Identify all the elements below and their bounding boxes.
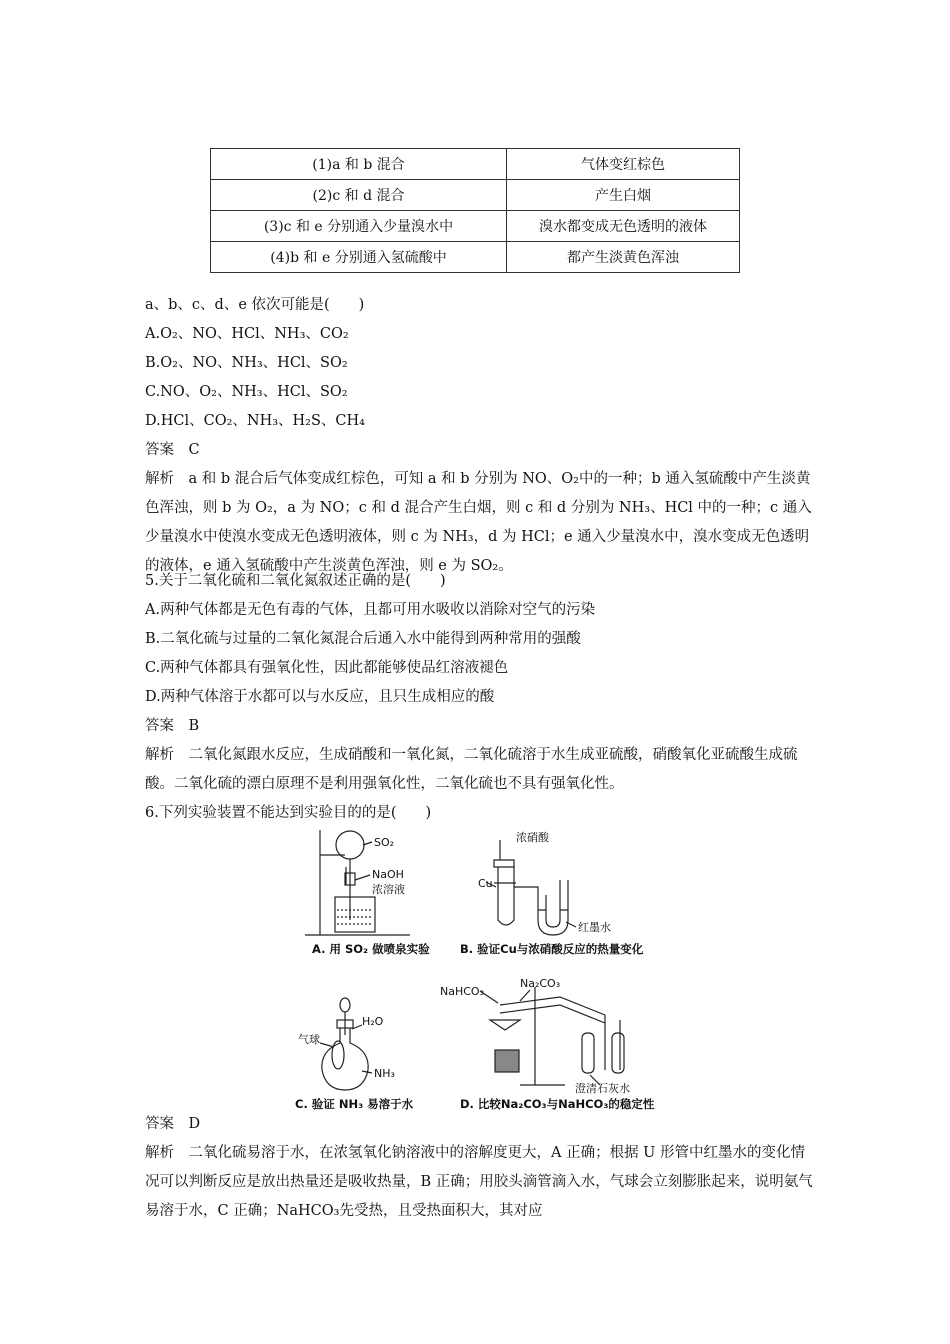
figure-a-fountain [300,825,470,960]
label-water: H₂O [362,1015,384,1028]
figure-d-caption: D. 比较Na₂CO₃与NaHCO₃的稳定性 [460,1097,655,1111]
label-balloon: 气球 [298,1033,320,1046]
figure-b-caption: B. 验证Cu与浓硝酸反应的热量变化 [460,942,644,956]
table-row [211,242,740,273]
label-nitric-acid: 浓硝酸 [516,831,549,844]
table-cell: (1)a 和 b 混合 [211,149,507,180]
label-ammonia: NH₃ [374,1067,395,1080]
option-b: B.O₂、NO、NH₃、HCl、SO₂ [145,355,348,371]
label-cu: Cu [478,877,493,890]
observation-table [210,148,740,273]
option-d: D.两种气体溶于水都可以与水反应，且只生成相应的酸 [145,689,495,705]
label-red-ink: 红墨水 [578,921,611,934]
question-stem: a、b、c、d、e 依次可能是( ) [145,297,365,313]
answer: 答案 B [145,718,200,734]
table-cell: 气体变红棕色 [507,149,740,180]
table-row [211,180,740,211]
label-sodium-bicarbonate: NaHCO₃ [440,985,484,998]
option-a: A.O₂、NO、HCl、NH₃、CO₂ [145,326,349,342]
figure-b-u-tube [458,825,673,960]
figure-a-caption: A. 用 SO₂ 做喷泉实验 [312,942,430,956]
question-6-answer-block [145,1110,813,1226]
analysis: 解析 二氧化氮跟水反应，生成硝酸和一氧化氮，二氧化硫溶于水生成亚硫酸，硝酸氧化亚硫酸生成硫酸。二氧化硫的漂白原理不是利用强氧化性，二氧化硫也不具有强氧化性。 [145,747,798,792]
table-row [211,149,740,180]
question-stem: 6.下列实验装置不能达到实验目的的是( ) [145,805,432,821]
label-naoh: NaOH [372,868,404,881]
answer: 答案 D [145,1116,201,1132]
table-cell: (4)b 和 e 分别通入氢硫酸中 [211,242,507,273]
table-cell: 都产生淡黄色浑浊 [507,242,740,273]
label-sodium-carbonate: Na₂CO₃ [520,977,561,990]
option-c: C.NO、O₂、NH₃、HCl、SO₂ [145,384,348,400]
option-a: A.两种气体都是无色有毒的气体，且都可用水吸收以消除对空气的污染 [145,602,596,618]
table-cell: 溴水都变成无色透明的液体 [507,211,740,242]
question-stem: 5.关于二氧化硫和二氧化氮叙述正确的是( ) [145,573,446,589]
question-5-block [145,567,813,828]
question-4-block [145,291,813,581]
option-d: D.HCl、CO₂、NH₃、H₂S、CH₄ [145,413,365,429]
figure-d-stability [440,975,660,1115]
analysis: 解析 二氧化硫易溶于水，在浓氢氧化钠溶液中的溶解度更大，A 正确；根据 U 形管中红墨水的变化情况可以判断反应是放出热量还是吸收热量，B 正确；用胶头滴管滴入水，气球会立刻膨胀起来，说明氨气易溶于水，C 正确；NaHCO₃先受热，且受热面积大，其对应 [145,1145,813,1219]
figure-c-balloon [290,995,440,1115]
table-cell: 产生白烟 [507,180,740,211]
analysis: 解析 a 和 b 混合后气体变成红棕色，可知 a 和 b 分别为 NO、O₂中的一种；b 通入氢硫酸中产生淡黄色浑浊，则 b 为 O₂，a 为 NO；c 和 d 混合产生白烟，则 c 和 d 分别为 NH₃、HCl 中的一种；c 通入少量溴水中使溴水变成无色透明液体，则 c 为 NH₃，d 为 HCl；e 通入少量溴水中，溴水变成无色透明的液体，e 通入氢硫酸中产生淡黄色浑浊，则 e 为 SO₂。 [145,471,812,574]
option-c: C.两种气体都具有强氧化性，因此都能够使品红溶液褪色 [145,660,509,676]
label-so2: SO₂ [374,836,395,849]
figure-c-caption: C. 验证 NH₃ 易溶于水 [295,1097,414,1111]
label-concentrated: 浓溶液 [372,883,405,896]
label-lime-water: 澄清石灰水 [575,1082,630,1095]
table-cell: (2)c 和 d 混合 [211,180,507,211]
option-b: B.二氧化硫与过量的二氧化氮混合后通入水中能得到两种常用的强酸 [145,631,581,647]
table-cell: (3)c 和 e 分别通入少量溴水中 [211,211,507,242]
answer: 答案 C [145,442,200,458]
table-row [211,211,740,242]
